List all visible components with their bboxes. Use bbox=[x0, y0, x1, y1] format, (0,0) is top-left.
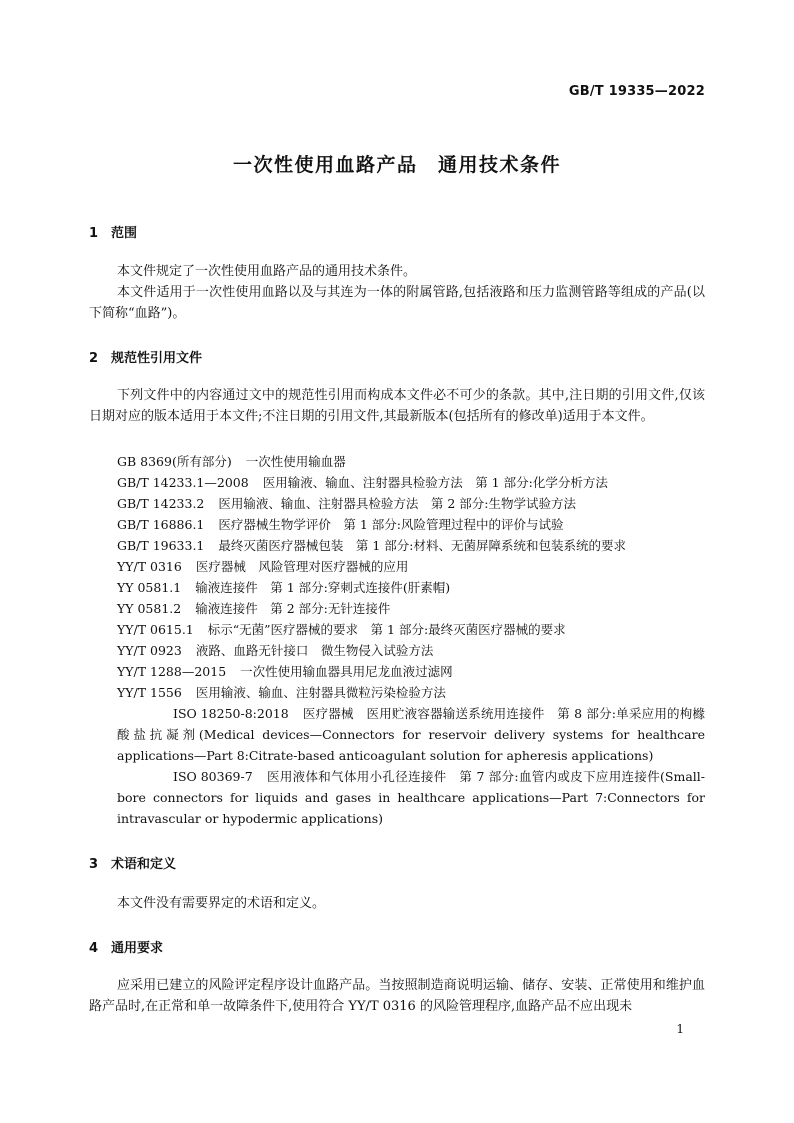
section-number: 2 bbox=[89, 351, 99, 366]
reference-title: 输液连接件 第 2 部分:无针连接件 bbox=[195, 601, 391, 616]
reference-item bbox=[89, 535, 705, 556]
reference-title: 医疗器械 医用贮液容器输送系统用连接件 第 8 部分:单采应用的枸橼酸盐抗凝剂(Medical devices—Connectors for reservoir delivery systems for healthcare applications—Part 8:Citrate-based anticoagulant solution for apheresis applications) bbox=[117, 706, 705, 763]
reference-code: GB/T 14233.1—2008 bbox=[117, 475, 249, 490]
section-title: 规范性引用文件 bbox=[111, 351, 203, 366]
reference-code: GB 8369(所有部分) bbox=[117, 454, 232, 469]
reference-code: YY/T 0923 bbox=[117, 643, 182, 658]
section-title: 范围 bbox=[111, 226, 138, 241]
paragraph: 应采用已建立的风险评定程序设计血路产品。当按照制造商说明运输、储存、安装、正常使用和维护血路产品时,在正常和单一故障条件下,使用符合 YY/T 0316 的风险管理程序,血路产品不应出现未 bbox=[89, 978, 705, 1014]
document-title: 一次性使用血路产品 通用技术条件 bbox=[232, 154, 561, 176]
reference-item bbox=[89, 682, 705, 703]
reference-title: 液路、血路无针接口 微生物侵入试验方法 bbox=[195, 643, 434, 658]
reference-item bbox=[89, 703, 705, 766]
reference-code: YY/T 0316 bbox=[117, 559, 182, 574]
reference-code: ISO 18250-8:2018 bbox=[173, 706, 289, 721]
reference-title: 标示“无菌”医疗器械的要求 第 1 部分:最终灭菌医疗器械的要求 bbox=[207, 622, 566, 637]
reference-title: 一次性使用输血器具用尼龙血液过滤网 bbox=[240, 664, 453, 679]
reference-code: GB/T 16886.1 bbox=[117, 517, 205, 532]
section-body-1 bbox=[89, 261, 705, 324]
reference-title: 医用液体和气体用小孔径连接件 第 7 部分:血管内或皮下应用连接件(Small-bore connectors for liquids and gases in healthcare applications—Part 7:Connectors for intravascular or hypodermic applications) bbox=[117, 769, 705, 826]
reference-title: 医用输液、输血、注射器具检验方法 第 2 部分:生物学试验方法 bbox=[218, 496, 577, 511]
section-title: 术语和定义 bbox=[111, 857, 177, 872]
reference-item bbox=[89, 766, 705, 829]
reference-title: 医疗器械生物学评价 第 1 部分:风险管理过程中的评价与试验 bbox=[218, 517, 564, 532]
reference-item bbox=[89, 556, 705, 577]
reference-title: 医用输液、输血、注射器具检验方法 第 1 部分:化学分析方法 bbox=[262, 475, 608, 490]
section-body-4 bbox=[89, 975, 705, 1017]
reference-item bbox=[89, 451, 705, 472]
reference-item bbox=[89, 493, 705, 514]
reference-item bbox=[89, 472, 705, 493]
reference-code: YY 0581.1 bbox=[117, 580, 182, 595]
reference-code: GB/T 19633.1 bbox=[117, 538, 205, 553]
section-number: 3 bbox=[89, 857, 99, 872]
reference-code: YY/T 1288—2015 bbox=[117, 664, 227, 679]
section-heading-4 bbox=[89, 937, 163, 956]
reference-item bbox=[89, 661, 705, 682]
section-number: 4 bbox=[89, 941, 99, 956]
paragraph: 本文件规定了一次性使用血路产品的通用技术条件。 bbox=[117, 264, 417, 279]
reference-item bbox=[89, 577, 705, 598]
reference-list bbox=[89, 451, 705, 829]
paragraph: 下列文件中的内容通过文中的规范性引用而构成本文件必不可少的条款。其中,注日期的引用文件,仅该日期对应的版本适用于本文件;不注日期的引用文件,其最新版本(包括所有的修改单)适用于本文件。 bbox=[89, 388, 705, 424]
reference-code: ISO 80369-7 bbox=[173, 769, 253, 784]
reference-title: 医用输液、输血、注射器具微粒污染检验方法 bbox=[195, 685, 446, 700]
reference-item bbox=[89, 514, 705, 535]
section-heading-2 bbox=[89, 347, 202, 366]
paragraph: 本文件没有需要界定的术语和定义。 bbox=[117, 896, 326, 911]
reference-title: 医疗器械 风险管理对医疗器械的应用 bbox=[195, 559, 409, 574]
section-title: 通用要求 bbox=[111, 941, 164, 956]
reference-title: 一次性使用输血器 bbox=[245, 454, 346, 469]
reference-item bbox=[89, 640, 705, 661]
reference-title: 输液连接件 第 1 部分:穿刺式连接件(肝素帽) bbox=[195, 580, 451, 595]
standard-code: GB/T 19335—2022 bbox=[568, 84, 705, 99]
page-number: 1 bbox=[676, 1022, 684, 1036]
reference-item bbox=[89, 598, 705, 619]
section-heading-3 bbox=[89, 853, 176, 872]
reference-code: YY/T 1556 bbox=[117, 685, 182, 700]
section-heading-1 bbox=[89, 222, 137, 241]
reference-code: GB/T 14233.2 bbox=[117, 496, 205, 511]
section-body-2 bbox=[89, 385, 705, 427]
paragraph: 本文件适用于一次性使用血路以及与其连为一体的附属管路,包括液路和压力监测管路等组成的产品(以下简称“血路”)。 bbox=[89, 285, 705, 321]
reference-item bbox=[89, 619, 705, 640]
reference-code: YY 0581.2 bbox=[117, 601, 182, 616]
reference-code: YY/T 0615.1 bbox=[117, 622, 194, 637]
reference-title: 最终灭菌医疗器械包装 第 1 部分:材料、无菌屏障系统和包装系统的要求 bbox=[218, 538, 627, 553]
section-body-3 bbox=[89, 893, 705, 914]
section-number: 1 bbox=[89, 226, 99, 241]
